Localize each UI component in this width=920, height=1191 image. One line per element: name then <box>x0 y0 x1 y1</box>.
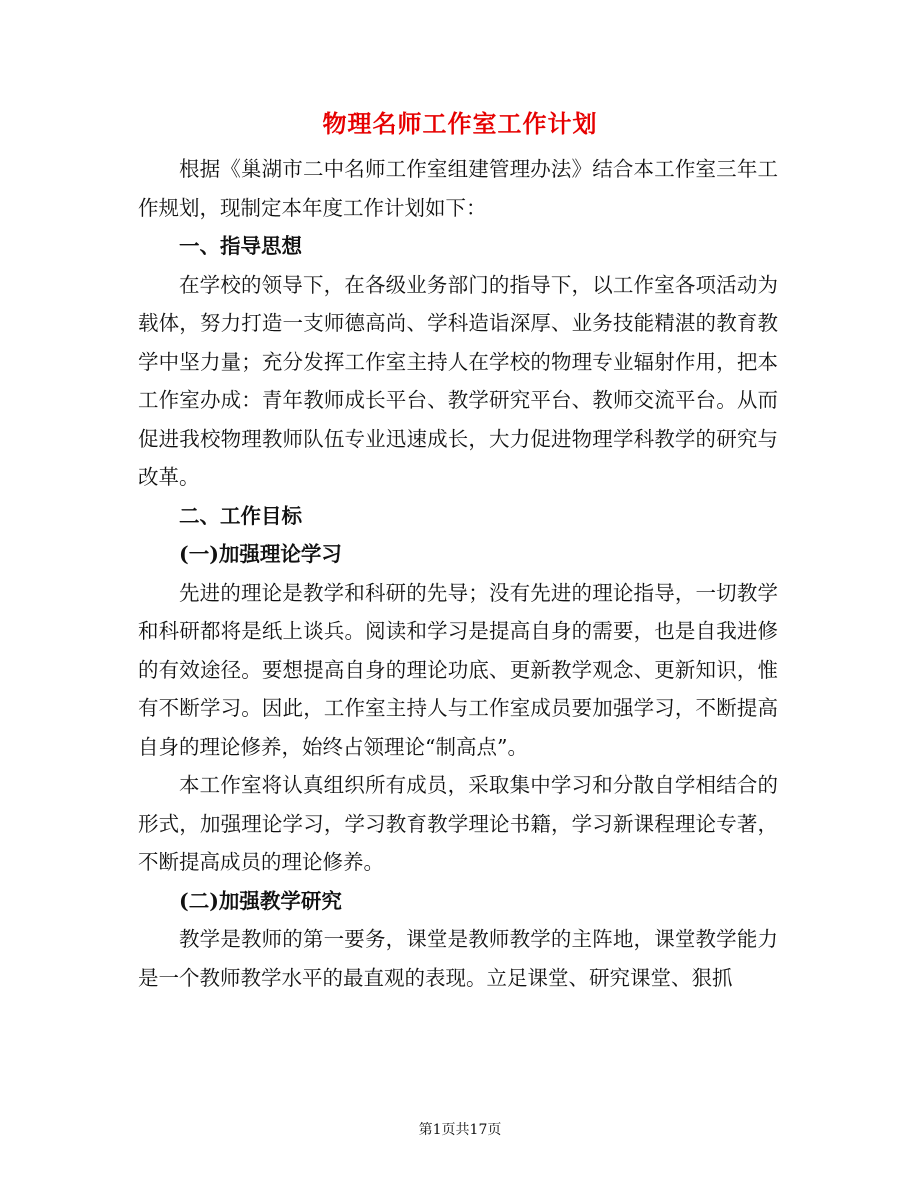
page-number-footer: 第1页共17页 <box>418 1122 502 1138</box>
subsection-heading: (一)加强理论学习 <box>179 542 342 566</box>
document-body <box>138 150 778 997</box>
document-title: 物理名师工作室工作计划 <box>322 109 598 138</box>
subsection-heading: (二)加强教学研究 <box>179 888 342 913</box>
body-paragraph: 在学校的领导下，在各级业务部门的指导下，以工作室各项活动为载体，努力打造一支师德高尚、学科造诣深厚、业务技能精湛的教育教学中坚力量；充分发挥工作室主持人在学校的物理专业辐射作用，把本工作室办成：青年教师成长平台、教学研究平台、教师交流平台。从而促进我校物理教师队伍专业迅速成长，大力促进物理学科教学的研究与改革。 <box>138 272 778 489</box>
section-heading: 一、指导思想 <box>179 234 302 258</box>
body-paragraph: 根据《巢湖市二中名师工作室组建管理办法》结合本工作室三年工作规划，现制定本年度工作计划如下： <box>138 157 778 220</box>
body-paragraph: 本工作室将认真组织所有成员，采取集中学习和分散自学相结合的形式，加强理论学习，学习教育教学理论书籍，学习新课程理论专著，不断提高成员的理论修养。 <box>138 773 778 874</box>
body-paragraph: 先进的理论是教学和科研的先导；没有先进的理论指导，一切教学和科研都将是纸上谈兵。阅读和学习是提高自身的需要，也是自我进修的有效途径。要想提高自身的理论功底、更新教学观念、更新知识，惟有不断学习。因此，工作室主持人与工作室成员要加强学习，不断提高自身的理论修养，始终占领理论“制高点”。 <box>138 580 778 759</box>
section-heading: 二、工作目标 <box>179 503 302 528</box>
body-paragraph: 教学是教师的第一要务，课堂是教师教学的主阵地，课堂教学能力是一个教师教学水平的最直观的表现。立足课堂、研究课堂、狠抓 <box>138 927 778 990</box>
